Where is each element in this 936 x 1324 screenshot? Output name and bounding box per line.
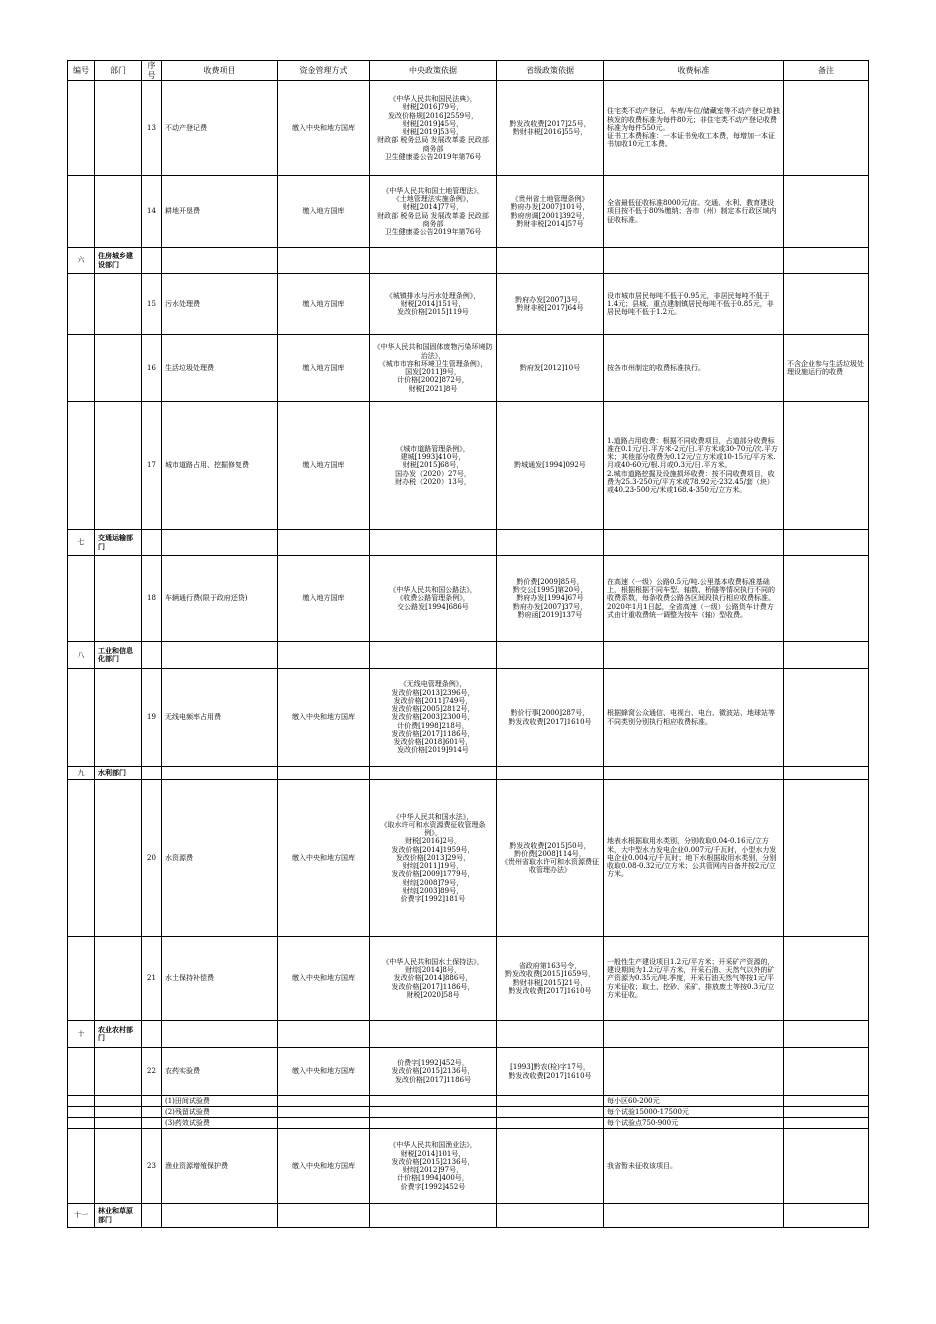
cell-central [370,530,497,556]
cell-prov: 黔发改收费[2017]25号， 黔财非税[2016]55号， [497,81,604,176]
cell-std: 全省最低征收标准8000元/亩。交通、水利、教育建设项目按不低于80%缴纳；各市（州）制定本行政区域内征收标准。 [604,176,784,248]
cell-seq [142,1096,162,1107]
cell-std: 每小区60-200元 [604,1096,784,1107]
cell-prov: 黔发改收费[2015]50号， 黔价费[2008]114号， 《贵州省取水许可和水资源费征收管理办法》 [497,780,604,937]
cell-seq [142,530,162,556]
cell-central [370,642,497,669]
sub-item-row [68,1107,869,1118]
cell-central [370,1107,497,1118]
cell-fund: 缴入中央和地方国库 [278,669,370,767]
cell-central: 《中华人民共和国渔业法》， 财税[2014]101号， 发改价格[2015]2136号， 财综[2012]97号， 计价格[1994]400号， 价费字[1992]452号 [370,1129,497,1204]
cell-dept [95,1129,142,1204]
cell-note [784,1107,869,1118]
header-cell-prov: 省级政策依据 [497,61,604,81]
department-row [68,642,869,669]
department-row [68,1204,869,1228]
cell-fund: 缴入中央和地方国库 [278,780,370,937]
cell-fund [278,248,370,274]
fee-item-row [68,556,869,642]
cell-note [784,1204,869,1228]
cell-num [68,1118,95,1129]
cell-dept [95,937,142,1021]
cell-note [784,274,869,335]
cell-seq: 19 [142,669,162,767]
cell-central: 价费字[1992]452号， 发改价格[2015]2136号， 发改价格[2017]1186号 [370,1048,497,1096]
department-row [68,767,869,780]
cell-central: 《中华人民共和国民法典》， 财税[2016]79号， 发改价格规[2016]2559号， 财税[2019]45号， 财税[2019]53号， 财政部 税务总局 发展改革委 民政部 商务部 卫生健康委公告2019年第76号 [370,81,497,176]
cell-std: 1.道路占用收费：根据不同收费项目，占道部分收费标准在0.1元/日.平方米-2元/日.平方米或30-70元/次.平方米；其他部分收费为0.12元/立方米或10-15元/平方米.月或40-60元/根.月或0.3元/日.平方米。 2.城市道路挖掘及设施损坏收费：按不同收费项目，收费为25.3-250元/平方米或78.92元-232.45/套（块）或40.23-500元/米或168.4-350元/立方米。 [604,402,784,530]
cell-dept: 水利部门 [95,767,142,780]
cell-central: 《城镇排水与污水处理条例》， 财税[2014]151号， 发改价格[2015]119号 [370,274,497,335]
cell-prov: 黔价费[2009]85号， 黔交公[1995]第20号， 黔府办发[1994]67号 黔府办发[2007]37号， 黔府函[2019]137号 [497,556,604,642]
cell-num: 九 [68,767,95,780]
cell-central: 《无线电管理条例》， 发改价格[2013]2396号， 发改价格[2011]749号， 发改价格[2005]2812号， 发改价格[2003]2300号， 计价费[1998]218号， 发改价格[2017]1186号， 发改价格[2018]601号， 发改价格[2019]914号 [370,669,497,767]
cell-std: 设市城市居民每吨不低于0.95元，非居民每吨不低于1.4元；县城、重点建制镇居民每吨不低于0.85元，非居民每吨不低于1.2元。 [604,274,784,335]
cell-note [784,402,869,530]
cell-prov: 黔府办发[2007]3号， 黔财非税[2017]64号 [497,274,604,335]
cell-prov [497,1096,604,1107]
cell-note [784,780,869,937]
cell-prov: 省政府第163号令， 黔发改收费[2015]1659号， 黔财非税[2015]21号， 黔发改收费[2017]1610号 [497,937,604,1021]
cell-seq [142,1118,162,1129]
cell-fund [278,1021,370,1048]
cell-num [68,402,95,530]
cell-note [784,642,869,669]
cell-central: 《中华人民共和国公路法》， 《收费公路管理条例》， 交公路发[1994]686号 [370,556,497,642]
cell-seq [142,642,162,669]
cell-item: 生活垃圾处理费 [162,335,278,402]
header-cell-num: 编号 [68,61,95,81]
cell-item [162,1021,278,1048]
cell-note [784,1118,869,1129]
cell-note [784,176,869,248]
cell-std: 地表水根据取用水类别，分别收取0.04-0.16元/立方米，大中型水力发电企业0.007元/千瓦时，小型水力发电企业0.004元/千瓦时；地下水根据取用水类别，分别收取0.08-0.32元/立方米；公共管网内自备井按2元/立方米。 [604,780,784,937]
cell-std: 我省暂未征收该项目。 [604,1129,784,1204]
cell-item [162,767,278,780]
cell-central: 《中华人民共和国水法》， 《取水许可和水资源费征收管理条例》， 财税[2016]2号， 发改价格[2014]1959号， 发改价格[2013]29号， 财综[2011]19号， 发改价格[2009]1779号， 财综[2008]79号， 财综[2003]89号， 价费字[1992]181号 [370,780,497,937]
cell-dept [95,1107,142,1118]
cell-fund [278,1118,370,1129]
cell-seq: 21 [142,937,162,1021]
cell-std [604,642,784,669]
cell-std [604,1204,784,1228]
cell-prov [497,642,604,669]
cell-seq [142,767,162,780]
cell-item: 车辆通行费(限于政府还贷) [162,556,278,642]
cell-prov [497,248,604,274]
cell-num [68,1107,95,1118]
cell-dept: 交通运输部门 [95,530,142,556]
fee-item-row [68,274,869,335]
cell-dept: 工业和信息化部门 [95,642,142,669]
cell-prov [497,1204,604,1228]
cell-fund: 缴入地方国库 [278,176,370,248]
cell-fund: 缴入中央和地方国库 [278,81,370,176]
department-row [68,248,869,274]
cell-central: 《中华人民共和国水土保持法》， 财综[2014]8号， 发改价格[2014]886号， 发改价格[2017]1186号， 财税[2020]58号 [370,937,497,1021]
cell-central [370,767,497,780]
cell-num: 八 [68,642,95,669]
cell-note [784,1096,869,1107]
cell-dept: 林业和草原部门 [95,1204,142,1228]
cell-central: 《城市道路管理条例》， 建城[1993]410号， 财税[2015]68号， 国办发（2020）27号， 财办税（2020）13号， [370,402,497,530]
cell-fund: 缴入地方国库 [278,335,370,402]
cell-prov: 黔城通发[1994]092号 [497,402,604,530]
cell-central: 《中华人民共和国固体废物污染环境防治法》， 《城市市容和环境卫生管理条例》， 国发[2011]9号， 计价格[2002]872号， 财税[2021]8号 [370,335,497,402]
cell-seq: 20 [142,780,162,937]
cell-fund [278,642,370,669]
cell-num [68,274,95,335]
cell-std: 每个试验15000-17500元 [604,1107,784,1118]
cell-fund: 缴入中央和地方国库 [278,1129,370,1204]
cell-seq: 15 [142,274,162,335]
cell-item: 耕地开垦费 [162,176,278,248]
cell-std: 一般性生产建设项目1.2元/平方米；开采矿产资源的，建设期间为1.2元/平方米，开采石油、天然气以外的矿产资源为0.35元/吨.季度，开采石油天然气等按1元/平方米征收；取土、挖砂、采矿、排放废土等按0.3元/立方米征收。 [604,937,784,1021]
cell-item [162,248,278,274]
cell-num [68,335,95,402]
cell-item: 农药实验费 [162,1048,278,1096]
cell-seq: 17 [142,402,162,530]
cell-seq: 13 [142,81,162,176]
fee-item-row [68,1129,869,1204]
cell-central [370,248,497,274]
cell-note [784,556,869,642]
cell-num: 十一 [68,1204,95,1228]
cell-item: (2)残留试验费 [162,1107,278,1118]
cell-std: 住宅类不动产登记、车库/车位/储藏室等不动产登记单独核发的收费标准为每件80元；非住宅类不动产登记收费标准为每件550元。 证书工本费标准：一本证书免收工本费，每增加一本证书加收10元工本费。 [604,81,784,176]
fee-item-row [68,780,869,937]
header-cell-central: 中央政策依据 [370,61,497,81]
cell-seq [142,1107,162,1118]
cell-dept [95,176,142,248]
fee-table [67,60,869,1228]
cell-dept [95,1048,142,1096]
fee-item-row [68,402,869,530]
header-cell-dept: 部门 [95,61,142,81]
fee-item-row [68,81,869,176]
fee-item-row [68,1048,869,1096]
cell-prov [497,530,604,556]
cell-fund [278,530,370,556]
cell-std: 在高速（一级）公路0.5元/吨.公里基本收费标准基础上，根据根据不同车型、轴数、桥隧等情况执行不同的收费系数，每条收费公路各区间段执行相应收费标准。2020年1月1日起，全省高速（一级）公路货车计费方式由计重收费统一调整为按车（轴）型收费。 [604,556,784,642]
sub-item-row [68,1096,869,1107]
cell-dept [95,274,142,335]
cell-num: 十 [68,1021,95,1048]
cell-item: 水土保持补偿费 [162,937,278,1021]
cell-num [68,81,95,176]
cell-item: 城市道路占用、挖掘修复费 [162,402,278,530]
cell-seq [142,248,162,274]
header-cell-std: 收费标准 [604,61,784,81]
cell-note [784,669,869,767]
cell-fund: 缴入中央和地方国库 [278,937,370,1021]
fee-item-row [68,669,869,767]
cell-num [68,669,95,767]
cell-prov: 《贵州省土地管理条例》 黔府办发[2007]101号， 黔府房调[2001]392号， 黔财非税[2014]57号 [497,176,604,248]
cell-note [784,1021,869,1048]
cell-num [68,780,95,937]
cell-seq: 22 [142,1048,162,1096]
cell-prov [497,1118,604,1129]
cell-dept [95,1118,142,1129]
cell-dept [95,556,142,642]
cell-note: 不含企业参与生活垃圾处理设施运行的收费 [784,335,869,402]
cell-dept: 农业农村部门 [95,1021,142,1048]
cell-std [604,1021,784,1048]
cell-fund: 缴入中央和地方国库 [278,1048,370,1096]
fee-item-row [68,335,869,402]
cell-num [68,176,95,248]
cell-fund [278,767,370,780]
header-cell-item: 收费项目 [162,61,278,81]
cell-dept [95,1096,142,1107]
cell-note [784,767,869,780]
header-cell-note: 备注 [784,61,869,81]
cell-seq: 23 [142,1129,162,1204]
cell-note [784,937,869,1021]
cell-note [784,1048,869,1096]
cell-fund: 缴入地方国库 [278,556,370,642]
header-row [68,61,869,81]
cell-seq [142,1204,162,1228]
cell-dept [95,402,142,530]
cell-prov [497,767,604,780]
cell-central [370,1096,497,1107]
cell-std [604,248,784,274]
cell-dept: 住房城乡建设部门 [95,248,142,274]
cell-num [68,556,95,642]
cell-prov [497,1021,604,1048]
fee-item-row [68,176,869,248]
cell-prov [497,1129,604,1204]
cell-std: 根据蜂窝公众通信、电视台、电台、微波站、地球站等不同类别分别执行相应收费标准。 [604,669,784,767]
cell-num [68,1129,95,1204]
cell-num: 六 [68,248,95,274]
cell-item [162,530,278,556]
cell-item: 水资源费 [162,780,278,937]
cell-prov: 黔价行事[2000]287号， 黔发改收费[2017]1610号 [497,669,604,767]
cell-std [604,1048,784,1096]
cell-dept [95,335,142,402]
cell-prov: 黔府发[2012]10号 [497,335,604,402]
cell-central [370,1204,497,1228]
cell-seq: 14 [142,176,162,248]
cell-item [162,642,278,669]
cell-fund [278,1096,370,1107]
fee-item-row [68,937,869,1021]
cell-item: (3)药效试验费 [162,1118,278,1129]
cell-note [784,1129,869,1204]
cell-fund [278,1204,370,1228]
cell-dept [95,81,142,176]
cell-item: (1)田间试验费 [162,1096,278,1107]
department-row [68,1021,869,1048]
cell-seq [142,1021,162,1048]
cell-fund [278,1107,370,1118]
cell-note [784,248,869,274]
cell-num [68,1096,95,1107]
cell-note [784,530,869,556]
cell-note [784,81,869,176]
cell-std [604,767,784,780]
cell-central: 《中华人民共和国土地管理法》， 《土地管理法实施条例》， 财税[2014]77号， 财政部 税务总局 发展改革委 民政部 商务部 卫生健康委公告2019年第76号 [370,176,497,248]
cell-seq: 16 [142,335,162,402]
cell-item: 渔业资源增殖保护费 [162,1129,278,1204]
cell-num [68,937,95,1021]
cell-std: 按各市州制定的收费标准执行。 [604,335,784,402]
cell-item: 污水处理费 [162,274,278,335]
cell-fund: 缴入地方国库 [278,402,370,530]
header-cell-seq: 序号 [142,61,162,81]
cell-dept [95,780,142,937]
cell-central [370,1118,497,1129]
cell-prov [497,1107,604,1118]
cell-std [604,530,784,556]
cell-central [370,1021,497,1048]
cell-item: 无线电频率占用费 [162,669,278,767]
department-row [68,530,869,556]
header-cell-fund: 资金管理方式 [278,61,370,81]
cell-num: 七 [68,530,95,556]
cell-std: 每个试验点750-900元 [604,1118,784,1129]
cell-prov: [1993]黔农(检)字17号， 黔发改收费[2017]1610号 [497,1048,604,1096]
cell-item: 不动产登记费 [162,81,278,176]
cell-item [162,1204,278,1228]
sub-item-row [68,1118,869,1129]
cell-num [68,1048,95,1096]
cell-seq: 18 [142,556,162,642]
cell-fund: 缴入地方国库 [278,274,370,335]
cell-dept [95,669,142,767]
